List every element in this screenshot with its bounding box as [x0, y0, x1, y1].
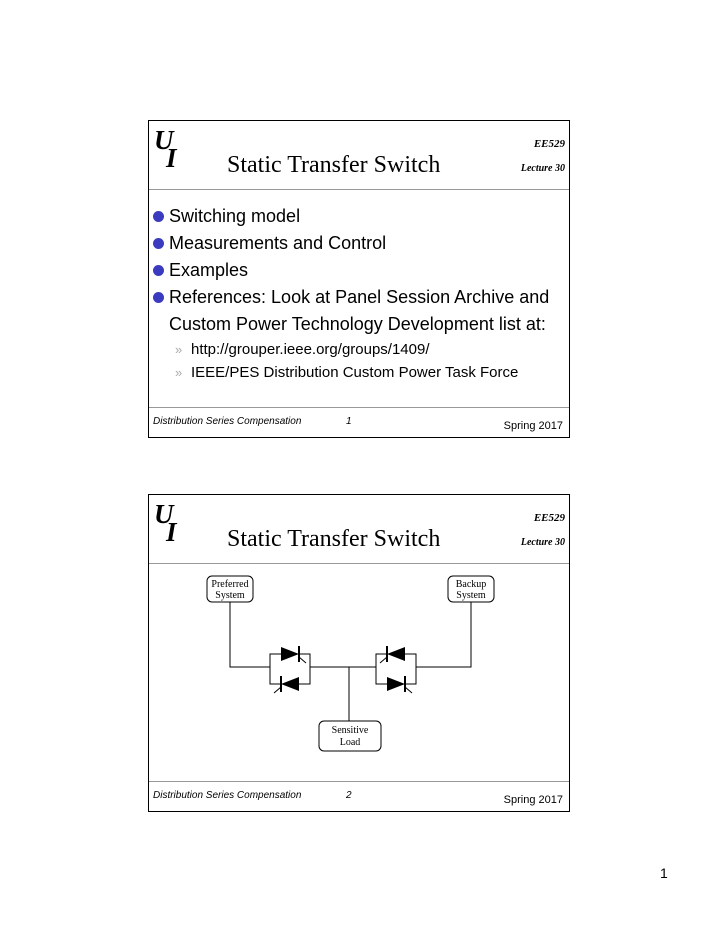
logo-i: I — [166, 517, 177, 547]
footer-slide-number: 1 — [346, 416, 352, 427]
static-transfer-switch-diagram — [149, 495, 569, 811]
bullet-item — [153, 203, 565, 230]
course-code: EE529 — [533, 138, 565, 150]
bullet-text: References: Look at Panel Session Archive and Custom Power Technology Development list at: — [169, 287, 550, 334]
preferred-label-line1: Preferred — [211, 579, 249, 590]
preferred-label-line2: System — [215, 590, 245, 601]
bullet-item — [153, 230, 565, 257]
header-divider — [149, 189, 569, 190]
bullet-list — [153, 203, 565, 384]
backup-label-line1: Backup — [455, 579, 487, 590]
chevron-bullet-icon: » — [175, 342, 183, 357]
page-number: 1 — [660, 865, 668, 881]
bullet-text: Switching model — [169, 206, 301, 226]
lecture-number: Lecture 30 — [520, 537, 565, 548]
sub-bullet-item — [169, 338, 565, 361]
sub-bullet-item — [169, 361, 565, 384]
sub-bullet-list — [169, 338, 565, 384]
bullet-dot-icon — [153, 292, 164, 303]
load-label-line2: Load — [339, 737, 361, 748]
footer-term: Spring 2017 — [503, 794, 563, 806]
lecture-number: Lecture 30 — [520, 163, 565, 174]
bullet-item — [153, 257, 565, 284]
load-label-line1: Sensitive — [331, 725, 369, 736]
slide-title: Static Transfer Switch — [227, 152, 441, 178]
sub-bullet-text: IEEE/PES Distribution Custom Power Task Force — [191, 364, 519, 381]
footer-term: Spring 2017 — [503, 420, 563, 432]
slide-2 — [148, 494, 570, 812]
bullet-dot-icon — [153, 211, 164, 222]
backup-label-line2: System — [456, 590, 486, 601]
sub-bullet-text: http://grouper.ieee.org/groups/1409/ — [191, 341, 430, 358]
bullet-dot-icon — [153, 238, 164, 249]
footer-slide-number: 2 — [346, 790, 352, 801]
logo-i: I — [166, 143, 177, 173]
course-code: EE529 — [533, 512, 565, 524]
footer-divider — [149, 781, 569, 782]
footer-divider — [149, 407, 569, 408]
slide-title: Static Transfer Switch — [227, 526, 441, 552]
footer-course-title: Distribution Series Compensation — [153, 790, 302, 801]
bullet-dot-icon — [153, 265, 164, 276]
logo-u: U — [154, 499, 174, 529]
bullet-text: Examples — [169, 260, 249, 280]
bullet-item — [153, 284, 565, 384]
slide-1 — [148, 120, 570, 438]
bullet-text: Measurements and Control — [169, 233, 387, 253]
logo-u: U — [154, 125, 174, 155]
footer-course-title: Distribution Series Compensation — [153, 416, 302, 427]
chevron-bullet-icon: » — [175, 365, 183, 380]
